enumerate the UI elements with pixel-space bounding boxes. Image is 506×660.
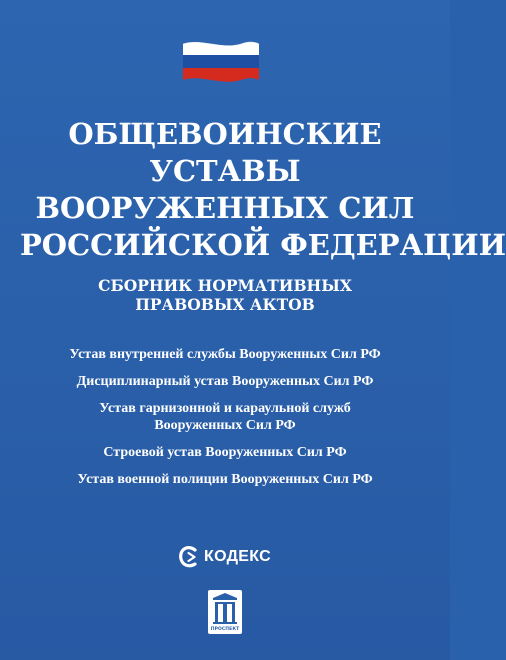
contents-item <box>20 373 430 390</box>
title-line-2: УСТАВЫ <box>149 154 301 188</box>
book-title <box>20 116 506 264</box>
kodeks-logo-icon <box>175 543 203 571</box>
kodeks-publisher-logo <box>175 541 271 573</box>
prospekt-publisher-logo <box>208 590 242 634</box>
flag-blue-stripe <box>181 55 261 69</box>
title-line-1: ОБЩЕВОИНСКИЕ <box>68 117 382 151</box>
book-subtitle <box>20 276 430 314</box>
contents-list <box>20 346 430 498</box>
russian-flag-icon <box>181 38 261 86</box>
contents-item <box>20 400 430 434</box>
contents-item-line: Дисциплинарный устав Вооруженных Сил РФ <box>76 374 374 389</box>
prospekt-name: ПРОСПЕКТ <box>210 627 240 632</box>
contents-item-line: Строевой устав Вооруженных Сил РФ <box>103 445 347 460</box>
subtitle-line-1: СБОРНИК НОРМАТИВНЫХ <box>98 276 352 295</box>
flag-red-stripe <box>181 68 261 86</box>
flag-white-stripe <box>181 38 261 57</box>
title-line-3: ВООРУЖЕННЫХ СИЛ <box>35 191 415 225</box>
contents-item-line: Вооруженных Сил РФ <box>154 418 296 433</box>
contents-item <box>20 471 430 488</box>
title-line-4: РОССИЙСКОЙ ФЕДЕРАЦИИ <box>20 228 506 262</box>
prospekt-building-icon <box>208 590 242 626</box>
contents-item <box>20 346 430 363</box>
contents-item-line: Устав внутренней службы Вооруженных Сил РФ <box>69 347 381 362</box>
contents-item-line: Устав военной полиции Вооруженных Сил РФ <box>77 472 373 487</box>
contents-item <box>20 444 430 461</box>
contents-item-line: Устав гарнизонной и караульной служб <box>99 401 351 416</box>
kodeks-name: КОДЕКС <box>204 548 271 565</box>
subtitle-line-2: ПРАВОВЫХ АКТОВ <box>135 295 315 314</box>
